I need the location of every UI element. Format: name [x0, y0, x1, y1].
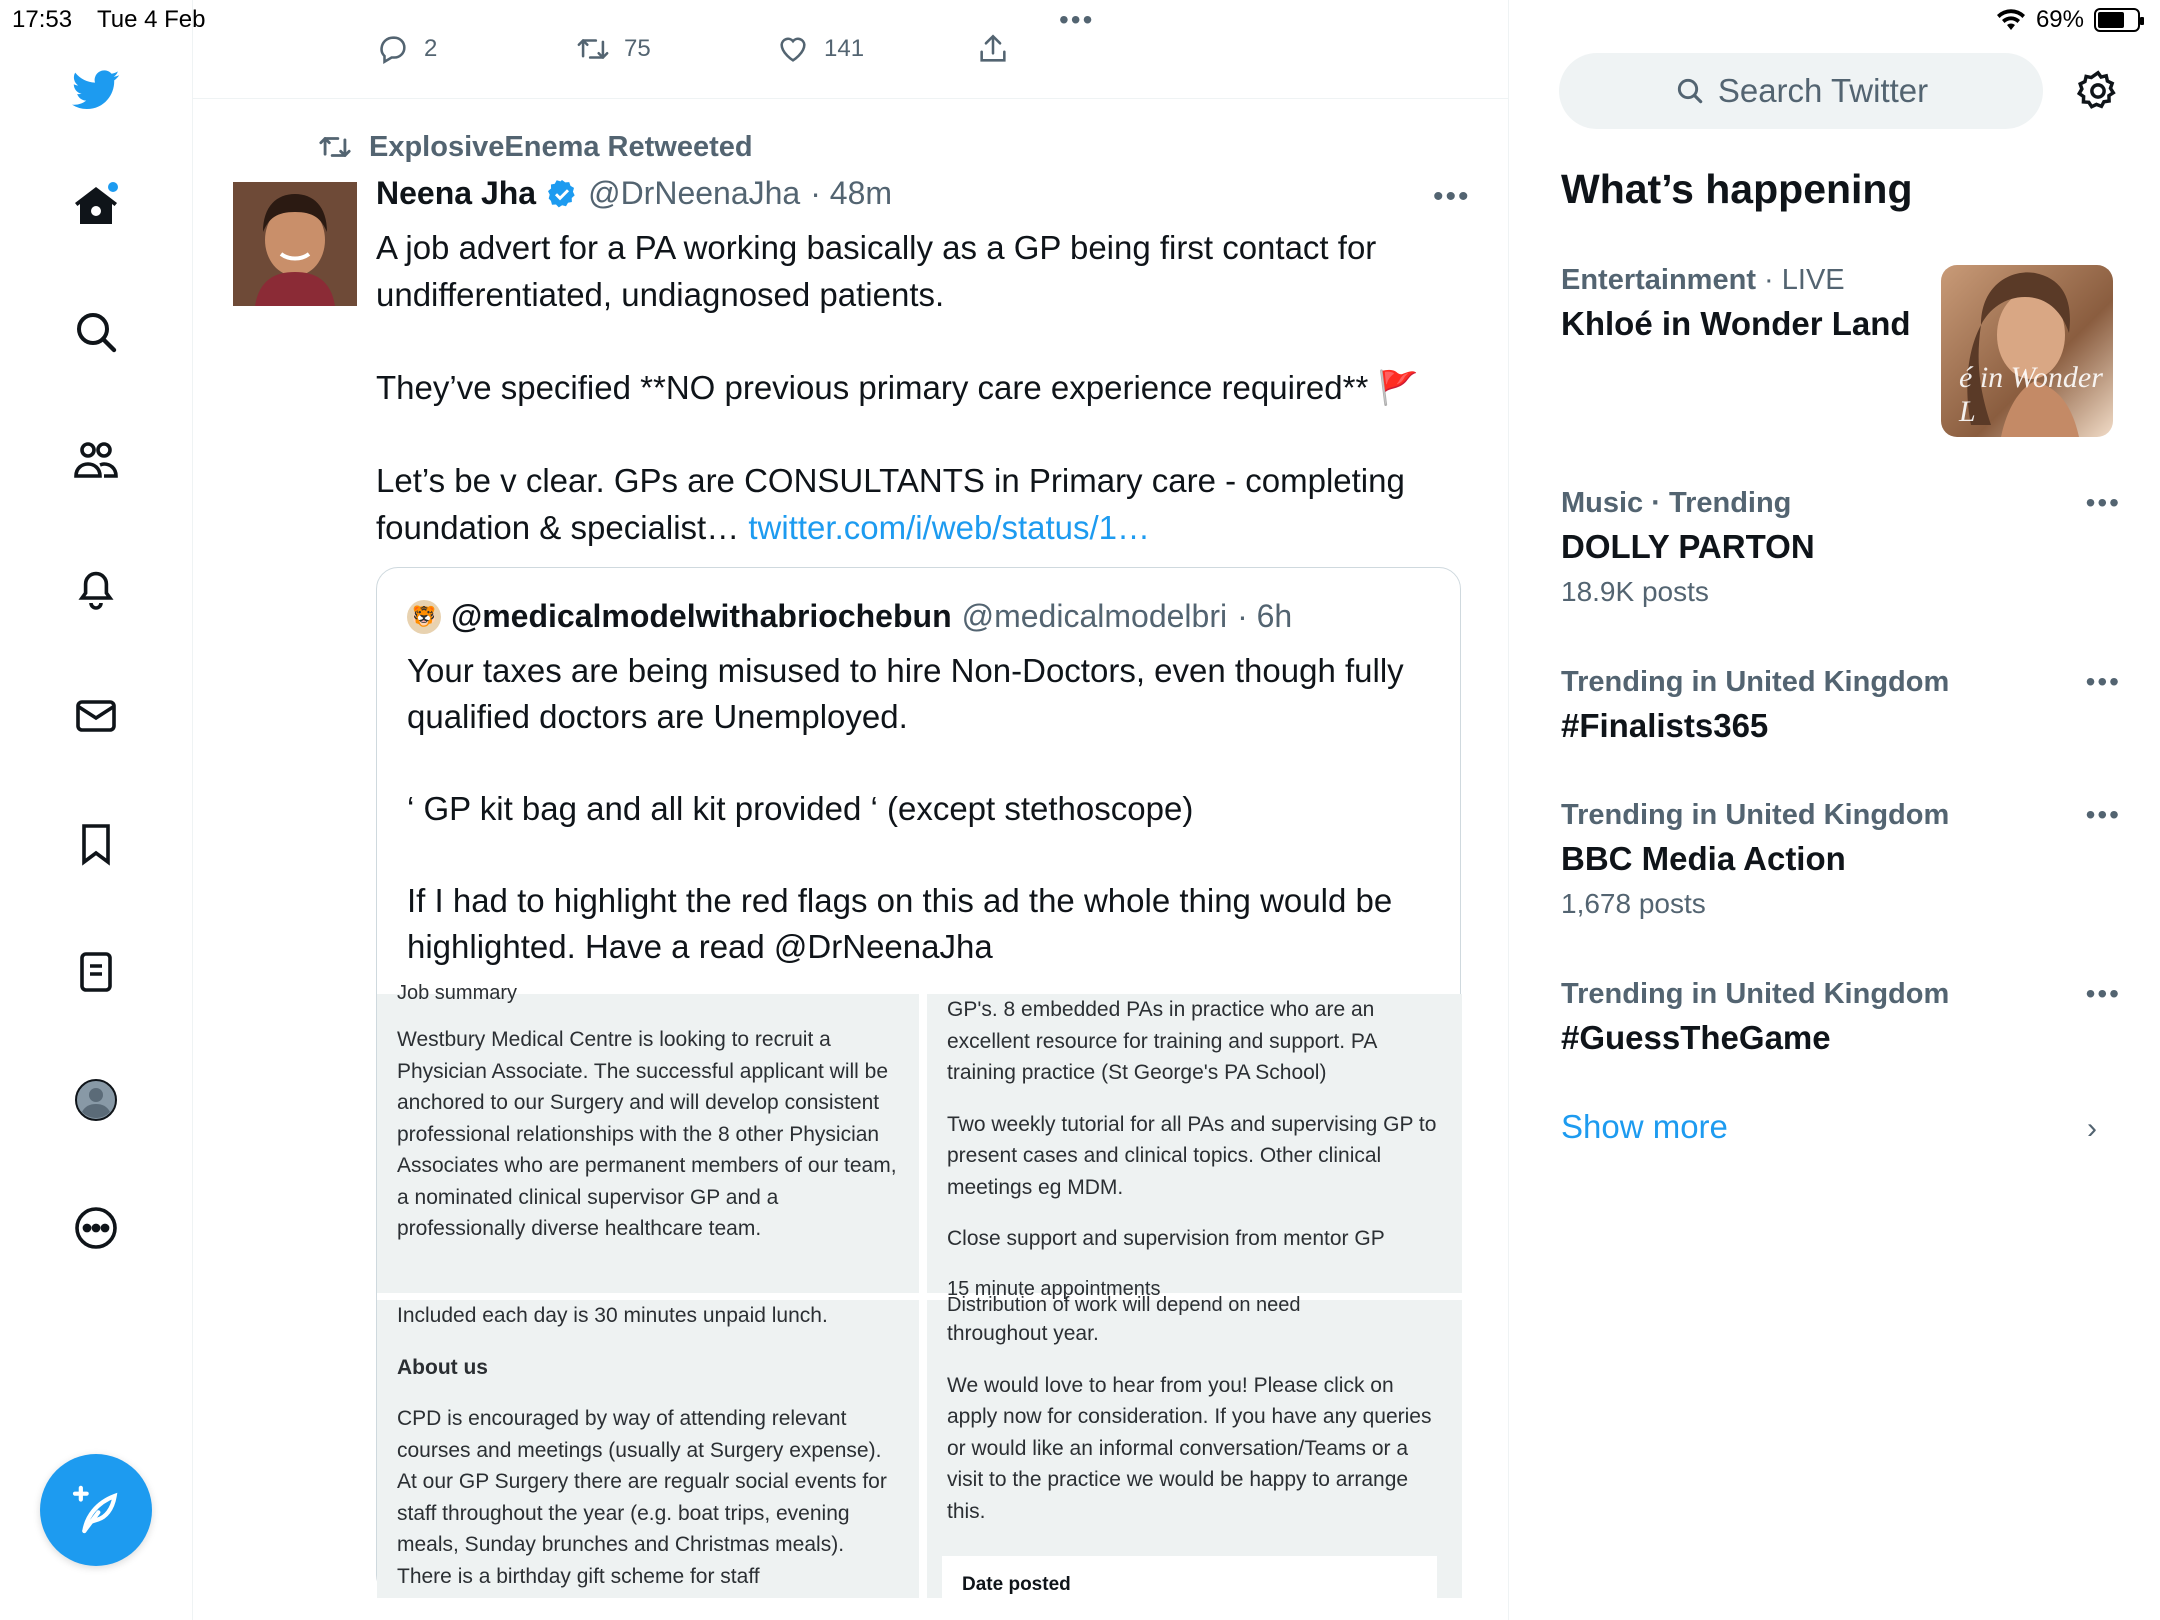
tweet-header [376, 175, 892, 212]
more-icon[interactable] [68, 1200, 124, 1256]
like-count: 141 [824, 35, 865, 62]
trend-title: Khloé in Wonder Land [1561, 305, 1911, 342]
battery-percent: 69% [2035, 6, 2084, 33]
reply-button[interactable] [376, 32, 437, 66]
lists-icon[interactable] [68, 944, 124, 1000]
quote-paragraph: ‘ GP kit bag and all kit provided ‘ (except stethoscope) [407, 790, 1194, 827]
home-icon[interactable] [68, 178, 124, 234]
advert-text: Included each day is 30 minutes unpaid lunch. [397, 1304, 828, 1327]
tweet-paragraph: Let’s be v clear. GPs are CONSULTANTS in Primary care - completing foundation & specialist… [376, 462, 1405, 546]
quote-paragraph: If I had to highlight the red flags on this ad the whole thing would be highlighted. Have a read @DrNeenaJha [407, 882, 1393, 965]
advert-text: throughout year. [947, 1322, 1099, 1345]
advert-panel-2[interactable] [927, 994, 1462, 1300]
trend-title: #Finalists365 [1561, 707, 1769, 744]
trend-item[interactable] [1561, 666, 2121, 745]
retweet-icon [576, 32, 610, 66]
status-time: 17:53 [12, 6, 73, 33]
quote-text [407, 648, 1437, 1016]
reply-icon [376, 32, 410, 66]
advert-heading: About us [397, 1355, 488, 1379]
quote-paragraph: Your taxes are being misused to hire Non-Doctors, even though fully qualified doctors are Unemployed. [407, 652, 1404, 735]
advert-date-posted: Date posted [942, 1556, 1437, 1616]
heart-icon [776, 32, 810, 66]
like-button[interactable] [776, 32, 864, 66]
tweet-paragraph: A job advert for a PA working basically as a GP being first contact for undifferentiated, undiagnosed patients. [376, 229, 1377, 313]
advert-text: GP's. 8 embedded PAs in practice who are an excellent resource for training and support. PA training practice (St George's PA School) [947, 998, 1377, 1084]
reply-count: 2 [424, 35, 438, 62]
tweet-divider [193, 98, 1508, 99]
trend-image-text: é in Wonder L [1959, 361, 2103, 428]
previous-tweet-actions [193, 32, 1508, 72]
retweet-small-icon [315, 130, 355, 164]
quote-time[interactable]: · 6h [1237, 598, 1293, 634]
search-nav-icon[interactable] [68, 304, 124, 360]
quote-header [407, 598, 1292, 635]
timeline [193, 0, 1509, 1620]
trend-more-button[interactable]: ••• [2085, 799, 2121, 830]
retweet-context[interactable] [315, 130, 753, 164]
advert-text: We would love to hear from you! Please click on apply now for consideration. If you have any queries or would like an informal conversation/Teams or a visit to the practice we would be happy to arrange this. [947, 1373, 1432, 1523]
quote-author-handle[interactable]: @medicalmodelbri [961, 598, 1228, 634]
compose-button[interactable] [40, 1454, 152, 1566]
notifications-icon[interactable] [68, 560, 124, 616]
whats-happening-heading: What’s happening [1561, 166, 1913, 212]
tweet-paragraph: They’ve specified **NO previous primary care experience required** 🚩 [376, 369, 1419, 406]
trend-item[interactable] [1561, 487, 2121, 608]
trend-title: DOLLY PARTON [1561, 528, 1815, 565]
tweet-time[interactable]: · 48m [810, 175, 893, 211]
share-icon [976, 32, 1010, 66]
job-advert-images[interactable] [377, 982, 1462, 1598]
show-more-link[interactable]: Show more [1561, 1108, 1728, 1145]
retweet-button[interactable] [576, 32, 651, 66]
tweet-link[interactable]: twitter.com/i/web/status/1… [748, 509, 1151, 546]
trend-count: 18.9K posts [1561, 576, 1709, 607]
chevron-right-icon[interactable]: › [2087, 1112, 2097, 1145]
advert-panel-3[interactable] [377, 1300, 919, 1598]
communities-icon[interactable] [68, 432, 124, 488]
verified-badge-icon [546, 178, 578, 210]
trend-category: Trending in United Kingdom [1561, 799, 1950, 831]
trend-item[interactable] [1561, 978, 2121, 1057]
advert-text: Westbury Medical Centre is looking to recruit a Physician Associate. The successful applicant will be anchored to our Surgery and will develop consistent professional relationships with the 8 other Physician Associates who are permanent members of our team, a nominated clinical supervisor GP and a professionally diverse healthcare team. [397, 1028, 897, 1240]
trend-title: #GuessTheGame [1561, 1019, 1831, 1056]
search-box[interactable] [1559, 53, 2043, 129]
advert-panel-1-header: Job summary [397, 982, 518, 1004]
trend-live: · LIVE [1764, 264, 1845, 296]
search-placeholder: Search Twitter [1717, 72, 1929, 109]
trend-more-button[interactable]: ••• [2085, 487, 2121, 518]
trend-more-button[interactable]: ••• [2085, 978, 2121, 1009]
trend-category: Entertainment [1561, 264, 1756, 296]
tweet-more-button[interactable]: ••• [1433, 180, 1471, 213]
home-notification-dot [108, 182, 118, 192]
gear-icon[interactable] [2075, 68, 2121, 114]
author-name[interactable]: Neena Jha [376, 175, 537, 211]
advert-panel-1[interactable] [377, 982, 919, 1293]
trend-more-button[interactable]: ••• [2085, 666, 2121, 697]
quote-avatar[interactable]: 🐯 [407, 600, 441, 634]
trend-count: 1,678 posts [1561, 888, 1706, 919]
advert-text: CPD is encouraged by way of attending relevant courses and meetings (usually at Surgery expense). At our GP Surgery there are regualr social events for staff throughout the year (e.g. boat trips, evening meals, Sunday brunches and Christmas meals). There is a birthday gift scheme for staff [397, 1407, 887, 1588]
right-sidebar [1509, 0, 2160, 1620]
compose-icon [68, 1482, 124, 1538]
trend-category: Trending in United Kingdom [1561, 666, 1950, 698]
page-handle-dots[interactable]: ••• [1059, 4, 1095, 35]
trend-image[interactable] [1941, 265, 2113, 437]
share-button[interactable] [976, 32, 1010, 66]
advert-text: Distribution of work will depend on need [947, 1294, 1301, 1316]
messages-icon[interactable] [68, 688, 124, 744]
trend-category: Music · Trending [1561, 487, 1792, 519]
twitter-logo-icon[interactable] [68, 62, 124, 118]
retweeted-by: ExplosiveEnema Retweeted [369, 130, 753, 163]
trend-item[interactable] [1561, 799, 2121, 920]
trend-category: Trending in United Kingdom [1561, 978, 1950, 1010]
advert-panel-4[interactable] [927, 1294, 1462, 1598]
avatar[interactable] [233, 182, 357, 306]
advert-text: Two weekly tutorial for all PAs and supervising GP to present cases and clinical topics. Other clinical meetings eg MDM. [947, 1112, 1437, 1199]
trend-item[interactable] [1561, 264, 1961, 343]
sidebar [0, 0, 193, 1620]
trend-title: BBC Media Action [1561, 840, 1846, 877]
advert-text: 15 minute appointments [947, 1278, 1161, 1300]
author-handle[interactable]: @DrNeenaJha [588, 175, 801, 211]
profile-icon[interactable] [68, 1072, 124, 1128]
bookmarks-icon[interactable] [68, 816, 124, 872]
retweet-count: 75 [624, 35, 651, 62]
status-date: Tue 4 Feb [97, 6, 206, 33]
advert-text: Close support and supervision from mentor GP [947, 1227, 1385, 1250]
tweet-text [376, 224, 1456, 597]
quote-author-name[interactable]: @medicalmodelwithabriochebun [451, 598, 952, 634]
search-icon [1674, 75, 1706, 107]
quoted-tweet[interactable] [376, 567, 1461, 1597]
